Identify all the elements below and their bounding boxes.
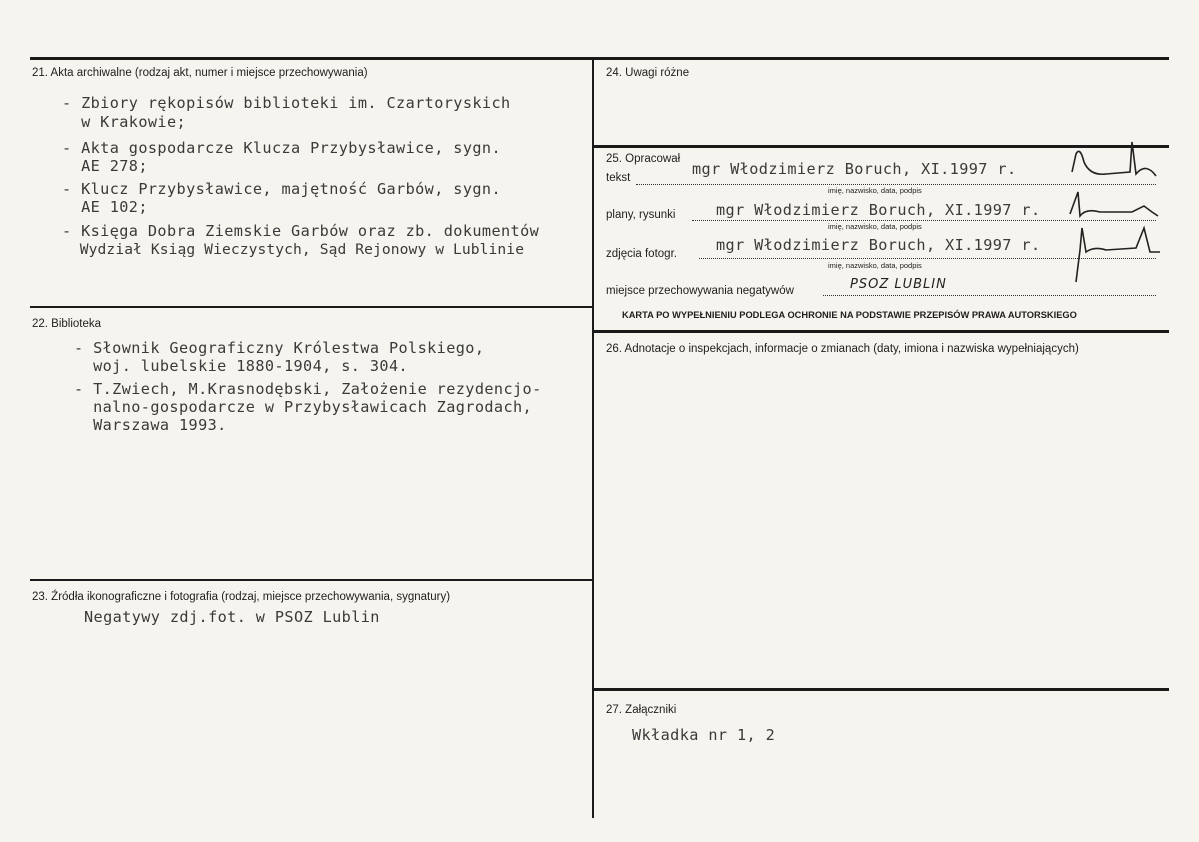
signature-mark-3 — [1066, 222, 1166, 286]
text-row-hint: imię, nazwisko, data, podpis — [828, 186, 922, 195]
library-item-2-line3: Warszawa 1993. — [74, 416, 227, 434]
plans-author-value: mgr Włodzimierz Boruch, XI.1997 r. — [716, 201, 1041, 219]
library-item-2-line1: - T.Zwiech, M.Krasnodębski, Założenie rezydencjo- — [74, 380, 542, 398]
text-row-label: tekst — [606, 172, 631, 184]
plans-row-hint: imię, nazwisko, data, podpis — [828, 222, 922, 231]
negatives-line — [823, 295, 1156, 296]
section-21-label: 21. Akta archiwalne (rodzaj akt, numer i miejsce przechowywania) — [32, 67, 368, 79]
section-27-label: 27. Załączniki — [606, 704, 677, 716]
section-25-label: 25. Opracował — [606, 153, 681, 165]
archive-item-1-line1: - Zbiory rękopisów biblioteki im. Czartoryskich — [62, 94, 511, 112]
rule-22-23 — [30, 579, 593, 581]
signature-mark-1 — [1066, 132, 1166, 182]
signature-mark-2 — [1066, 186, 1166, 226]
rule-25-26 — [593, 330, 1169, 333]
attachments-value: Wkładka nr 1, 2 — [632, 726, 776, 744]
text-row-line — [636, 184, 1156, 185]
archive-item-3-line2: AE 102; — [62, 198, 148, 216]
photos-author-value: mgr Włodzimierz Boruch, XI.1997 r. — [716, 236, 1041, 254]
negatives-label: miejsce przechowywania negatywów — [606, 285, 794, 297]
text-author-value: mgr Włodzimierz Boruch, XI.1997 r. — [692, 160, 1017, 178]
archive-item-2-line2: AE 278; — [62, 157, 148, 175]
section-24-label: 24. Uwagi różne — [606, 67, 690, 79]
library-item-1-line1: - Słownik Geograficzny Królestwa Polskiego, — [74, 339, 485, 357]
section-23-label: 23. Źródła ikonograficzne i fotografia (rodzaj, miejsce przechowywania, sygnatury) — [32, 591, 451, 603]
negatives-location-value: PSOZ LUBLIN — [850, 277, 947, 292]
plans-row-label: plany, rysunki — [606, 209, 676, 221]
section-22-label: 22. Biblioteka — [32, 318, 102, 330]
archive-item-3-line1: - Klucz Przybysławice, majętność Garbów, sygn. — [62, 180, 502, 198]
photos-row-label: zdjęcia fotogr. — [606, 248, 677, 260]
archive-item-2-line1: - Akta gospodarcze Klucza Przybysławice, sygn. — [62, 139, 502, 157]
archive-item-4-line1: - Księga Dobra Ziemskie Garbów oraz zb. dokumentów — [62, 222, 540, 240]
section-26-label: 26. Adnotacje o inspekcjach, informacje o zmianach (daty, imiona i nazwiska wypełniających) — [606, 343, 1079, 355]
copyright-notice: KARTA PO WYPEŁNIENIU PODLEGA OCHRONIE NA PODSTAWIE PRZEPISÓW PRAWA AUTORSKIEGO — [622, 310, 1077, 320]
iconographic-sources-value: Negatywy zdj.fot. w PSOZ Lublin — [84, 608, 380, 626]
archive-item-1-line2: w Krakowie; — [62, 113, 187, 131]
library-item-1-line2: woj. lubelskie 1880-1904, s. 304. — [74, 357, 409, 375]
archive-item-4-line2: Wydział Ksiąg Wieczystych, Sąd Rejonowy w Lublinie — [62, 241, 525, 258]
center-divider — [592, 58, 594, 818]
library-item-2-line2: nalno-gospodarcze w Przybysławicach Zagrodach, — [74, 398, 533, 416]
photos-row-hint: imię, nazwisko, data, podpis — [828, 261, 922, 270]
rule-26-27 — [593, 688, 1169, 691]
rule-21-22 — [30, 306, 593, 308]
top-rule — [30, 57, 1169, 60]
